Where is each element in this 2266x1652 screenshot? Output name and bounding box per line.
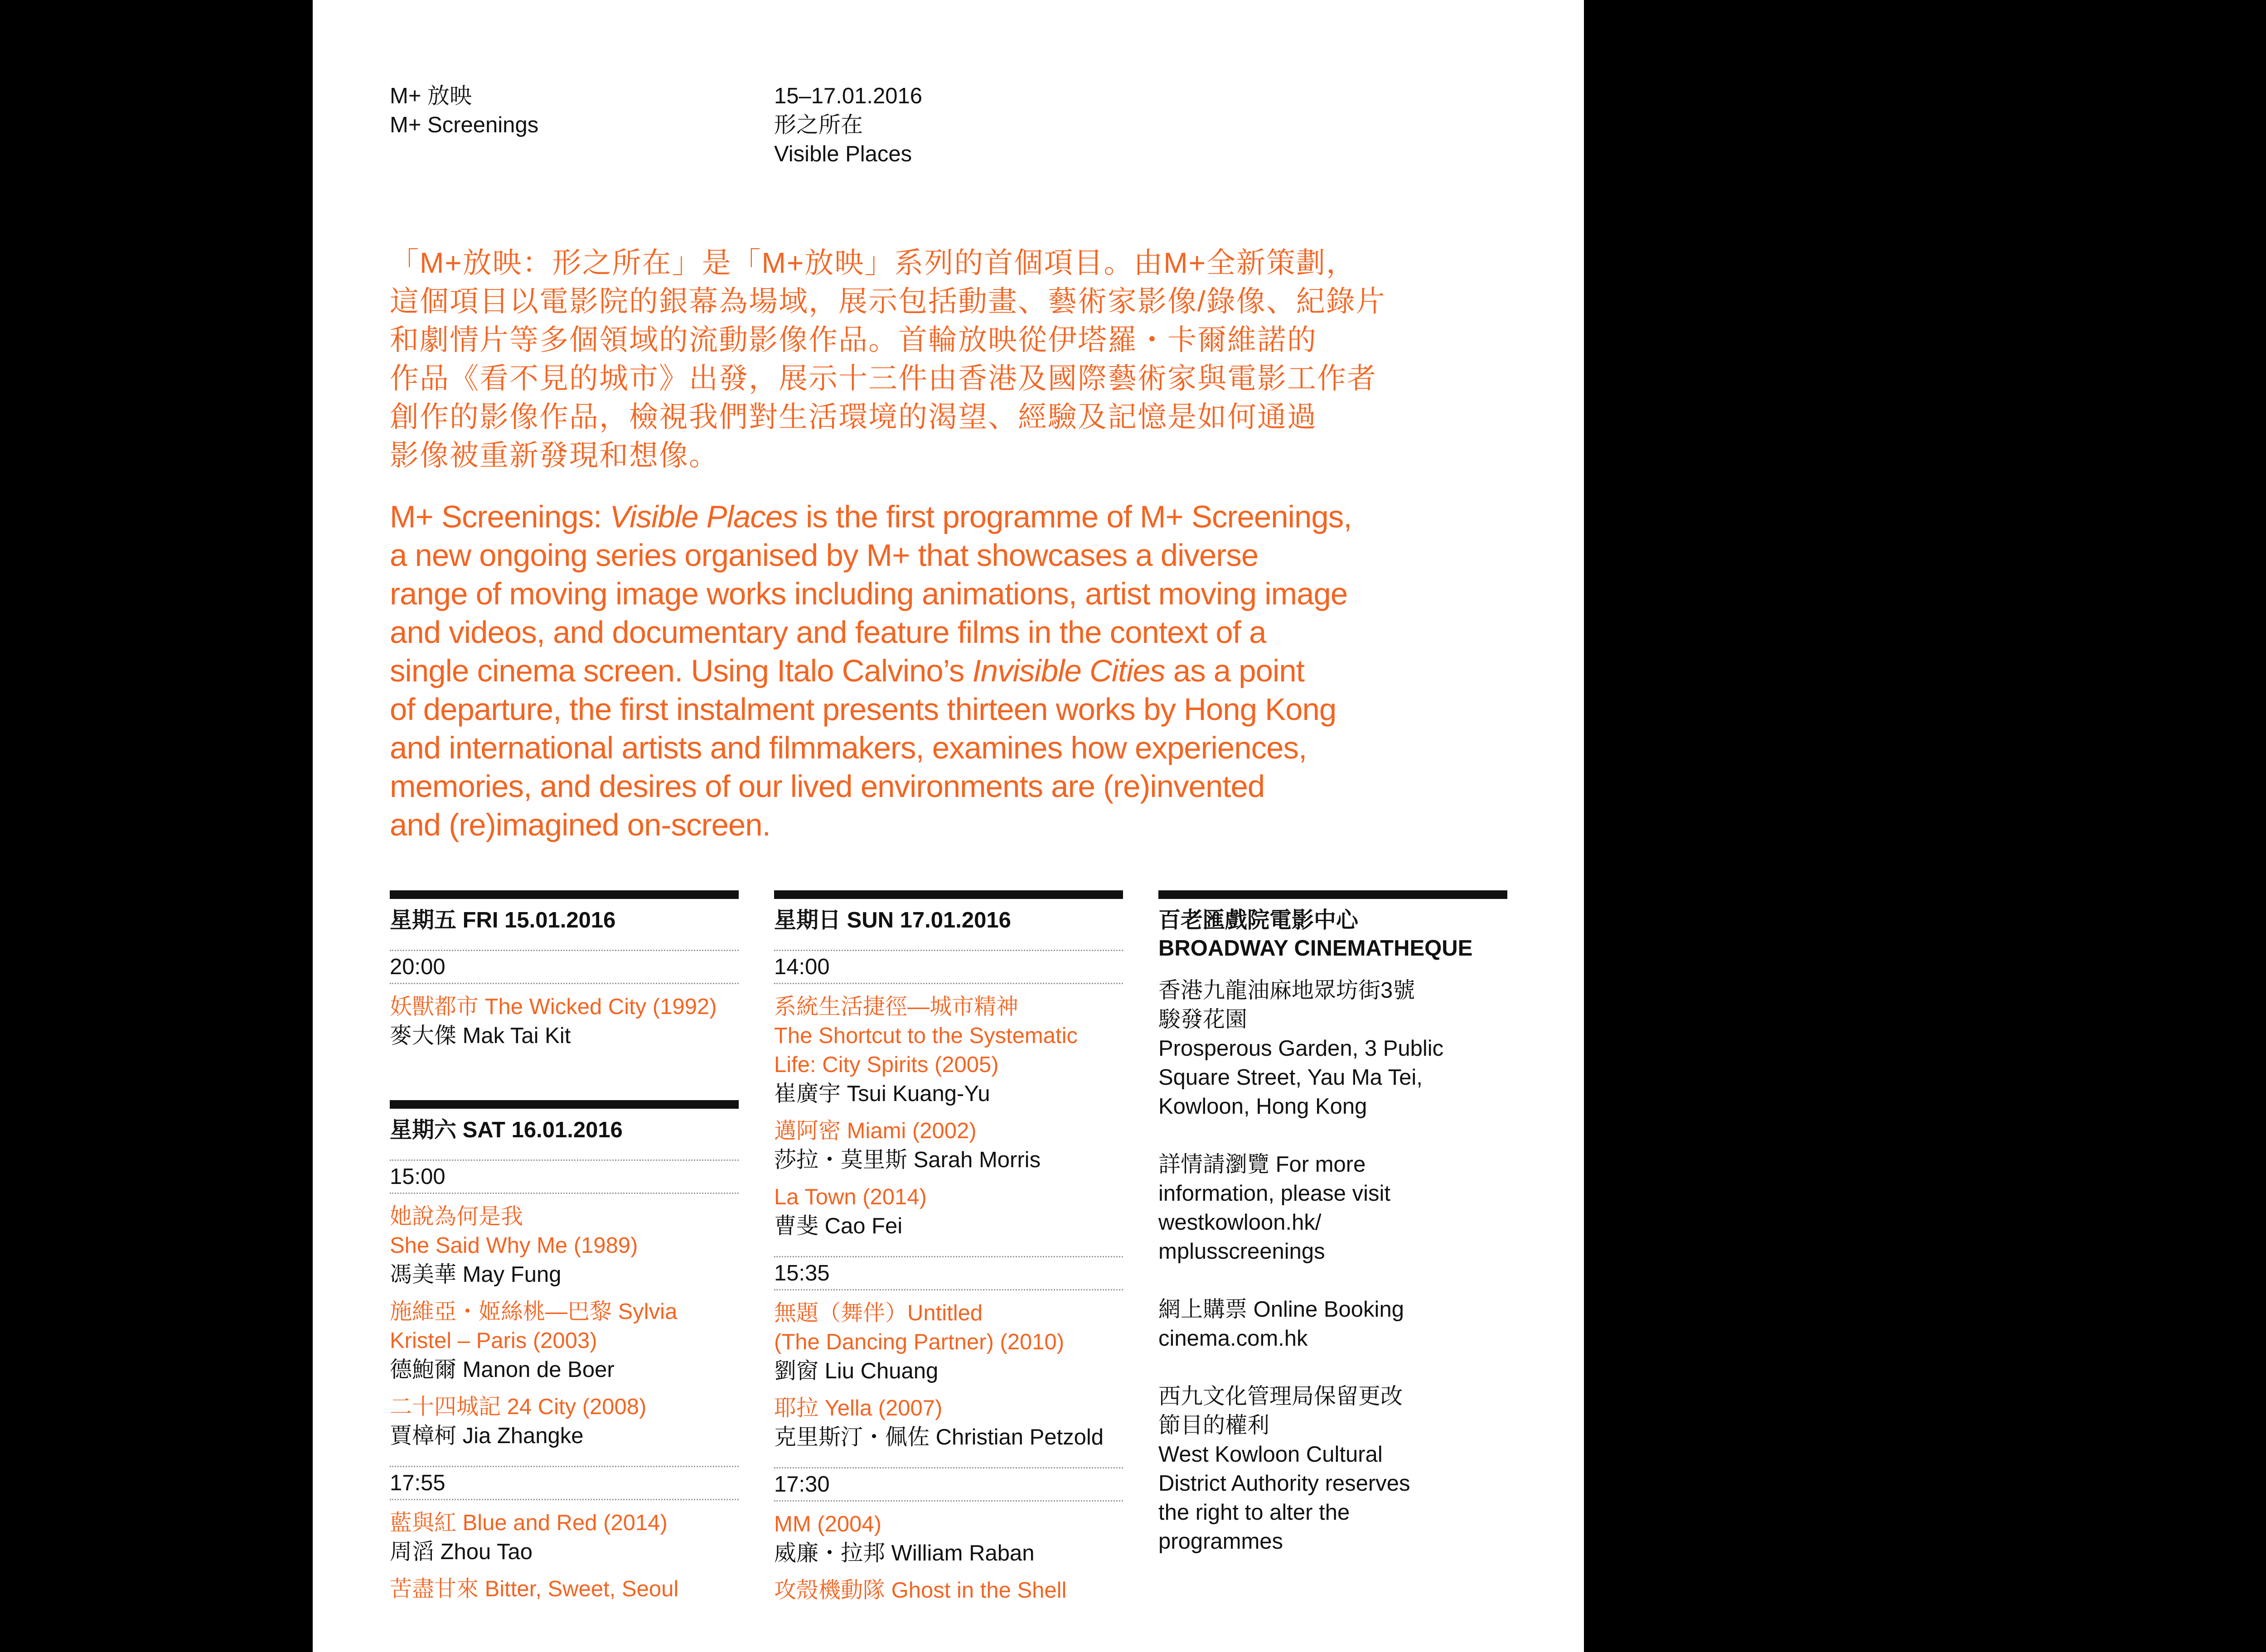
day-heading-sun: 星期日 SUN 17.01.2016 bbox=[774, 890, 1123, 934]
intro-en-line: M+ Screenings: Visible Places is the first programme of M+ Screenings, bbox=[390, 499, 1352, 534]
venue-address-zh: 香港九龍油麻地眾坊街3號 bbox=[1158, 978, 1415, 1003]
intro-zh-line: 這個項目以電影院的銀幕為場域，展示包括動畫、藝術家影像/錄像、紀錄片 bbox=[390, 285, 1386, 318]
film-entry bbox=[774, 1394, 1123, 1452]
film-entry bbox=[774, 1183, 1123, 1241]
venue-address-zh: 駿發花園 bbox=[1158, 1007, 1248, 1032]
film-entry bbox=[390, 1297, 739, 1384]
film-title: 耶拉 Yella (2007) bbox=[774, 1396, 943, 1420]
screening-time: 14:00 bbox=[774, 953, 1123, 984]
day-heading-sat: 星期六 SAT 16.01.2016 bbox=[390, 1100, 739, 1144]
film-entry bbox=[774, 1299, 1123, 1386]
film-title: She Said Why Me (1989) bbox=[390, 1233, 638, 1258]
intro-en-line: and (re)imagined on-screen. bbox=[390, 807, 770, 842]
film-title: La Town (2014) bbox=[774, 1185, 927, 1209]
disclaimer-en: programmes bbox=[1158, 1529, 1283, 1554]
film-title: The Shortcut to the Systematic bbox=[774, 1024, 1078, 1048]
programme-title-en: Visible Places bbox=[774, 142, 912, 166]
series-title-en: M+ Screenings bbox=[390, 113, 539, 137]
disclaimer-zh: 西九文化管理局保留更改 bbox=[1158, 1384, 1403, 1409]
intro-en-line: range of moving image works including animations, artist moving image bbox=[390, 576, 1348, 611]
header-programme bbox=[774, 82, 922, 169]
film-title: Kristel – Paris (2003) bbox=[390, 1328, 597, 1353]
film-director: 威廉・拉邦 William Raban bbox=[774, 1541, 1035, 1565]
header-series bbox=[390, 82, 538, 140]
intro-zh-line: 「M+放映：形之所在」是「M+放映」系列的首個項目。由M+全新策劃， bbox=[390, 246, 1356, 279]
intro-english bbox=[390, 498, 1432, 844]
website-link[interactable]: mplusscreenings bbox=[1158, 1239, 1325, 1264]
intro-zh-line: 和劇情片等多個領域的流動影像作品。首輪放映從伊塔羅・卡爾維諾的 bbox=[390, 324, 1317, 356]
film-entry bbox=[774, 1116, 1123, 1174]
film-title: 藍與紅 Blue and Red (2014) bbox=[390, 1511, 668, 1535]
venue-address-en: Prosperous Garden, 3 Public bbox=[1158, 1036, 1444, 1061]
day-heading-fri: 星期五 FRI 15.01.2016 bbox=[390, 890, 739, 934]
film-title: 邁阿密 Miami (2002) bbox=[774, 1119, 977, 1143]
screening-time: 15:35 bbox=[774, 1259, 1123, 1290]
venue-info bbox=[1158, 890, 1507, 1556]
film-title: 苦盡甘來 Bitter, Sweet, Seoul bbox=[390, 1577, 679, 1601]
film-entry bbox=[774, 992, 1123, 1108]
online-booking-label: 網上購票 Online Booking bbox=[1158, 1297, 1404, 1322]
film-title: Life: City Spirits (2005) bbox=[774, 1053, 999, 1077]
intro-en-line: memories, and desires of our lived environments are (re)invented bbox=[390, 769, 1265, 804]
disclaimer-en: the right to alter the bbox=[1158, 1500, 1350, 1525]
film-director: 莎拉・莫里斯 Sarah Morris bbox=[774, 1148, 1041, 1172]
programme-dates: 15–17.01.2016 bbox=[774, 84, 922, 108]
intro-en-line: single cinema screen. Using Italo Calvino’s Invisible Cities as a point bbox=[390, 653, 1304, 688]
disclaimer-zh: 節目的權利 bbox=[1158, 1413, 1270, 1438]
film-title: (The Dancing Partner) (2010) bbox=[774, 1330, 1065, 1354]
film-title: 系統生活捷徑—城市精神 bbox=[774, 995, 1019, 1019]
intro-chinese bbox=[390, 244, 1432, 475]
schedule-sun bbox=[774, 890, 1123, 1605]
more-info-text: information, please visit bbox=[1158, 1181, 1391, 1206]
film-title: 無題（舞伴）Untitled bbox=[774, 1301, 983, 1325]
intro-zh-line: 作品《看不見的城市》出發，展示十三件由香港及國際藝術家與電影工作者 bbox=[390, 362, 1377, 395]
film-entry bbox=[390, 1392, 739, 1450]
screening-time: 17:30 bbox=[774, 1470, 1123, 1502]
film-director: 劉窗 Liu Chuang bbox=[774, 1359, 939, 1383]
disclaimer-en: West Kowloon Cultural bbox=[1158, 1442, 1383, 1467]
film-director: 崔廣宇 Tsui Kuang-Yu bbox=[774, 1082, 990, 1106]
programme-title-zh: 形之所在 bbox=[774, 113, 863, 137]
disclaimer-en: District Authority reserves bbox=[1158, 1471, 1410, 1496]
website-link[interactable]: westkowloon.hk/ bbox=[1158, 1210, 1322, 1235]
film-entry bbox=[390, 1575, 739, 1604]
booking-link[interactable]: cinema.com.hk bbox=[1158, 1326, 1308, 1351]
series-title-zh: M+ 放映 bbox=[390, 84, 472, 108]
film-title: MM (2004) bbox=[774, 1512, 881, 1536]
film-director: 克里斯汀・佩佐 Christian Petzold bbox=[774, 1425, 1104, 1449]
film-title: 攻殼機動隊 Ghost in the Shell bbox=[774, 1578, 1067, 1603]
intro-zh-line: 影像被重新發現和想像。 bbox=[390, 439, 719, 472]
more-info-text: 詳情請瀏覽 For more bbox=[1158, 1152, 1366, 1177]
film-director: 周滔 Zhou Tao bbox=[390, 1540, 533, 1564]
film-entry bbox=[774, 1510, 1123, 1568]
venue-address-en: Square Street, Yau Ma Tei, bbox=[1158, 1065, 1423, 1090]
film-title: 施維亞・姬絲桃—巴黎 Sylvia bbox=[390, 1299, 678, 1324]
film-director: 馮美華 May Fung bbox=[390, 1262, 562, 1287]
film-director: 賈樟柯 Jia Zhangke bbox=[390, 1424, 584, 1448]
screening-time: 15:00 bbox=[390, 1163, 739, 1194]
film-title: 妖獸都市 The Wicked City (1992) bbox=[390, 995, 717, 1019]
venue-address-en: Kowloon, Hong Kong bbox=[1158, 1094, 1367, 1119]
venue-name-zh: 百老匯戲院電影中心 bbox=[1158, 908, 1359, 932]
venue-name-en: BROADWAY CINEMATHEQUE bbox=[1158, 936, 1473, 961]
film-title: 二十四城記 24 City (2008) bbox=[390, 1395, 647, 1419]
film-director: 曹斐 Cao Fei bbox=[774, 1214, 903, 1238]
intro-en-line: a new ongoing series organised by M+ that showcases a diverse bbox=[390, 538, 1259, 573]
venue-heading bbox=[1158, 890, 1507, 962]
film-director: 德鮑爾 Manon de Boer bbox=[390, 1357, 615, 1382]
intro-en-line: and videos, and documentary and feature films in the context of a bbox=[390, 615, 1266, 650]
intro-en-line: of departure, the first instalment presents thirteen works by Hong Kong bbox=[390, 692, 1336, 727]
film-entry bbox=[774, 1576, 1123, 1605]
intro-en-line: and international artists and filmmakers, examines how experiences, bbox=[390, 730, 1307, 765]
screening-time: 20:00 bbox=[390, 953, 739, 984]
film-entry bbox=[390, 1508, 739, 1566]
film-entry bbox=[390, 992, 739, 1050]
film-entry bbox=[390, 1202, 739, 1289]
programme-page bbox=[313, 0, 1584, 1652]
film-director: 麥大傑 Mak Tai Kit bbox=[390, 1024, 571, 1048]
intro-zh-line: 創作的影像作品，檢視我們對生活環境的渴望、經驗及記憶是如何通過 bbox=[390, 401, 1317, 433]
screening-time: 17:55 bbox=[390, 1469, 739, 1500]
film-title: 她說為何是我 bbox=[390, 1204, 523, 1229]
schedule-fri-sat bbox=[390, 890, 739, 1604]
